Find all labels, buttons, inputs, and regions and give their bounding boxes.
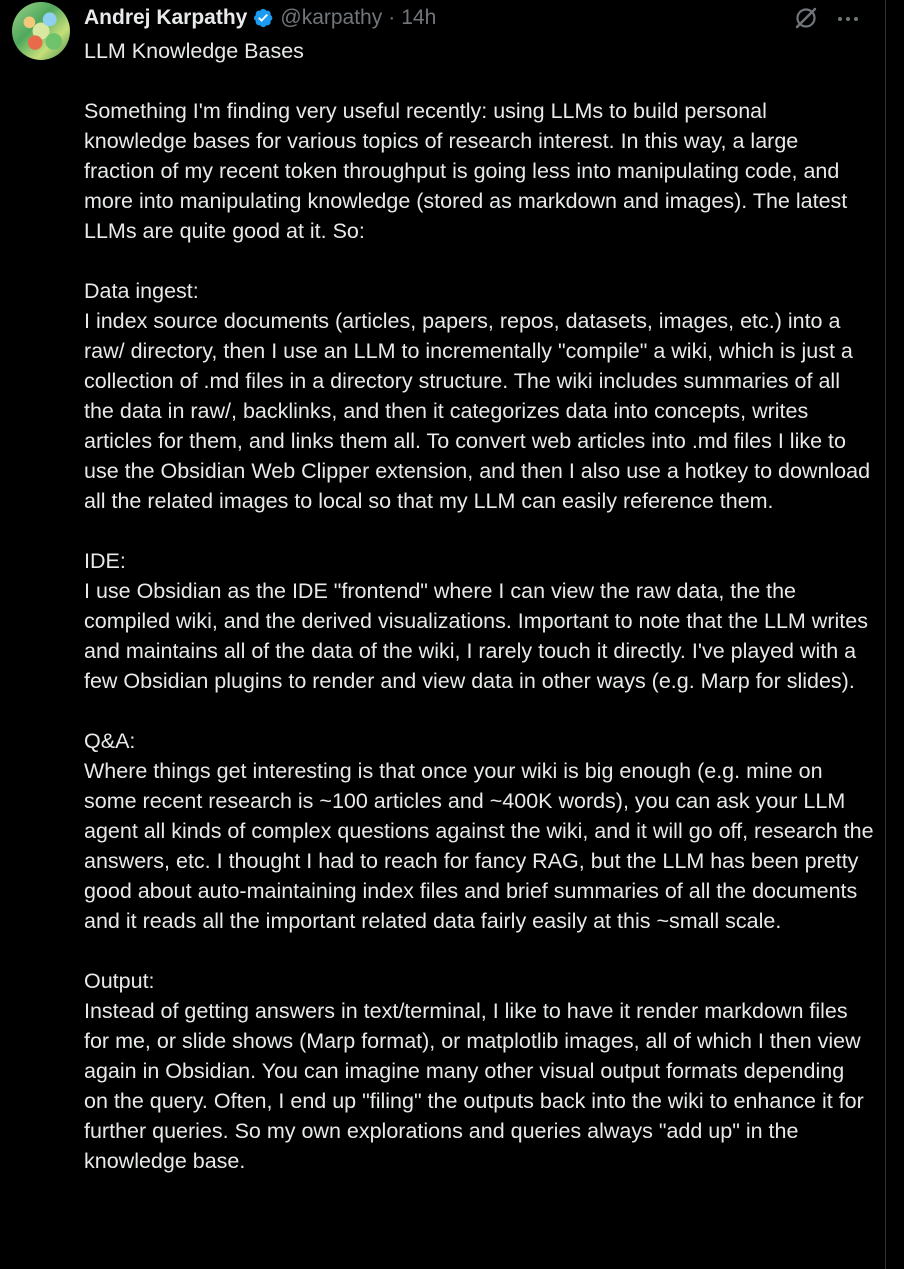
author-display-name[interactable]: Andrej Karpathy — [84, 6, 248, 29]
grok-icon[interactable] — [793, 5, 819, 31]
more-icon[interactable] — [836, 12, 860, 24]
verified-badge-icon[interactable] — [252, 7, 274, 29]
tweet-header — [84, 4, 436, 32]
avatar[interactable] — [12, 2, 70, 60]
tweet-timestamp[interactable]: 14h — [401, 6, 437, 29]
tweet-text: LLM Knowledge Bases Something I'm finding very useful recently: using LLMs to build personal knowledge bases for various topics of research interest. In this way, a large fraction of my recent token throughput is going less into manipulating code, and more into manipulating knowledge (stored as markdown and images). The latest LLMs are quite good at it. So: Data ingest: I index source documents (articles, papers, repos, datasets, images, etc.) into a raw/ directory, then I use an LLM to incrementally "compile" a wiki, which is just a collection of .md files in a directory structure. The wiki includes summaries of all the data in raw/, backlinks, and then it categorizes data into concepts, writes articles for them, and links them all. To convert web articles into .md files I like to use the Obsidian Web Clipper extension, and then I also use a hotkey to download all the related images to local so that my LLM can easily reference them. IDE: I use Obsidian as the IDE "frontend" where I can view the raw data, the the compiled wiki, and the derived visualizations. Important to note that the LLM writes and maintains all of the data of the wiki, I rarely touch it directly. I've played with a few Obsidian plugins to render and view data in other ways (e.g. Marp for slides). Q&A: Where things get interesting is that once your wiki is big enough (e.g. mine on some recent research is ~100 articles and ~400K words), you can ask your LLM agent all kinds of complex questions against the wiki, and it will go off, research the answers, etc. I thought I had to reach for fancy RAG, but the LLM has been pretty good about auto-maintaining index files and brief summaries of all the documents and it reads all the important related data fairly easily at this ~small scale. Output: Instead of getting answers in text/terminal, I like to have it render markdown files for me, or slide shows (Marp format), or matplotlib images, all of which I then view again in Obsidian. You can imagine many other visual output formats depending on the query. Often, I end up "filing" the outputs back into the wiki to enhance it for further queries. So my own explorations and queries always "add up" in the knowledge base. — [84, 39, 874, 1173]
timeline-divider — [885, 0, 886, 1269]
separator-dot: · — [388, 6, 396, 29]
author-handle[interactable]: @karpathy — [280, 6, 383, 29]
